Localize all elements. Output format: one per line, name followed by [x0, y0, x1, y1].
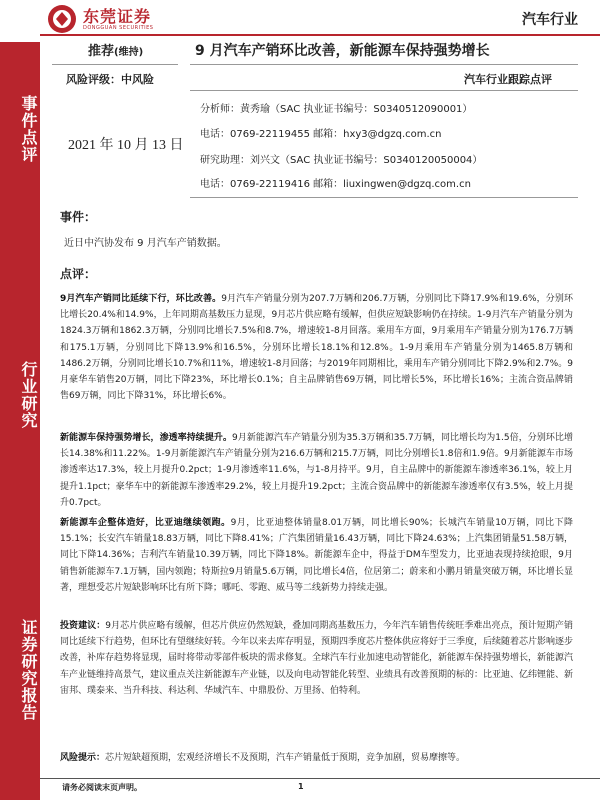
sidebar-label-industry-research: 行业研究 [19, 361, 38, 429]
event-text: 近日中汽协发布 9 月汽车产销数据。 [64, 238, 227, 249]
footer-disclaimer: 请务必阅读末页声明。 [62, 783, 142, 792]
paragraph-body: 9月芯片供应略有缓解，但芯片供应仍然短缺，叠加同期高基数压力，今年汽车销售传统旺季难出亮点，预计短期产销同比延续下行趋势，但环比有望继续好转。今年以来去库存明显，预期四季度芯片整体供应将好于三季度，后续随着芯片影响逐步改善，补库存趋势将显现，届时将带动零部件板块的需求修复。全球汽车行业加速电动智能化，新能源车保持强势增长，新能源汽车产业链维持高景气，建议重点关注新能源车产业链，以及向电动智能化转型、业绩具有改善预期的标的：比亚迪、亿纬锂能、新宙邦、璞泰来、当升科技、科达利、华域汽车、中鼎股份、万里扬、伯特利。 [60, 621, 574, 696]
rating [88, 40, 143, 59]
footer-divider [40, 778, 600, 779]
paragraph-automakers [60, 515, 573, 596]
headline-divider [190, 64, 578, 65]
company-logo [46, 3, 206, 37]
industry-label: 汽车行业 [522, 12, 578, 28]
analyst-divider [190, 197, 578, 198]
header-divider [40, 34, 600, 36]
rating-note: (维持) [114, 47, 144, 58]
logo-english-name: DONGGUAN SECURITIES [83, 25, 154, 31]
event-heading: 事件： [60, 210, 97, 224]
paragraph-risk-warning [60, 750, 573, 766]
paragraph-lead: 风险提示： [60, 753, 106, 763]
analyst-2-name: 研究助理：刘兴文（SAC 执业证书编号：S0340120050004） [200, 155, 483, 166]
page-number: 1 [298, 782, 304, 791]
paragraph-nev-growth [60, 430, 573, 511]
rating-value: 推荐 [88, 44, 115, 59]
analyst-1-contact: 电话：0769-22119455 邮箱：hxy3@dgzq.com.cn [200, 129, 442, 140]
logo-name: 东莞证券 [83, 7, 152, 26]
paragraph-sales-overview [60, 291, 573, 404]
analyst-1-name: 分析师：黄秀瑜（SAC 执业证书编号：S0340512090001） [200, 104, 473, 115]
paragraph-body: 9月汽车产销量分别为207.7万辆和206.7万辆，分别同比下降17.9%和19.6%，分别环比增长20.4%和14.9%，上年同期高基数压力显现，9月芯片供应略有缓解，但供应短缺影响仍在持续。1-9月汽车产销量分别为1824.3万辆和1862.3万辆，分别同比增长7.5%和8.7%，增速较1-8月回落。乘用车方面，9月乘用车产销量分别为176.7万辆和175.1万辆，分别同比下降13.9%和16.5%，分别环比增长18.1%和12.8%。1-9月乘用车产销量分别为1465.8万辆和1486.2万辆，分别同比增长10.7%和11%，增速较1-8月回落；与2019年同期相比，乘用车产销分别同比下降2.9%和2.7%。9月豪华车销售20万辆，同比下降23%，环比增长0.1%；自主品牌销售69万辆，同比增长5%，环比增长16%；主流合资品牌销售69万辆，同比下降31%，环比增长6%。 [60, 294, 573, 402]
paragraph-body: 9月，比亚迪整体销量8.01万辆，同比增长90%；长城汽车销量10万辆，同比下降15.1%；长安汽车销量18.83万辆，同比下降8.41%；广汽集团销量16.43万辆，同比下降24.63%；上汽集团销量51.58万辆，同比下降14.36%；吉利汽车销量10.39万辆，同比下降18%。新能源车企中，得益于DM车型发力，比亚迪表现持续抢眼，9月销售新能源车7.1万辆，国内领跑；特斯拉9月销量5.6万辆，同比增长4倍，位居第二；蔚来和小鹏月销量突破万辆，环比增长显著，理想受芯片短缺影响环比有所下降；哪吒、零跑、威马等二线新势力持续走强。 [60, 518, 573, 593]
paragraph-body: 9月新能源汽车产销量分别为35.3万辆和35.7万辆，同比增长均为1.5倍，分别环比增长14.38%和11.22%。1-9月新能源汽车产销量分别为216.6万辆和215.7万辆，同比分别增长1.8倍和1.9倍。9月新能源车市场渗透率达17.3%，较上月提升0.2pct；1-9月渗透率11.6%，与1-8月持平。9月，自主品牌中的新能源车渗透率36.1%，较上月提升1.1pct；豪华车中的新能源车渗透率29.2%，较上月提升19.2pct；主流合资品牌中的新能源车渗透率仅有3.5%，较上月提升0.7pct。 [60, 433, 573, 508]
report-date: 2021 年 10 月 13 日 [68, 138, 184, 153]
paragraph-lead: 新能源车企整体造好，比亚迪继续领跑。 [60, 518, 231, 528]
analyst-2-contact: 电话：0769-22119416 邮箱：liuxingwen@dgzq.com.cn [200, 179, 471, 190]
subtitle-divider [190, 90, 578, 91]
rating-divider [52, 64, 178, 65]
paragraph-lead: 投资建议： [60, 621, 106, 631]
report-subtitle: 汽车行业跟踪点评 [464, 73, 552, 86]
paragraph-investment-advice [60, 618, 573, 699]
sidebar-label-event-review: 事件点评 [19, 95, 38, 163]
risk-level: 风险评级：中风险 [66, 73, 154, 86]
paragraph-lead: 新能源车保持强势增长，渗透率持续提升。 [60, 433, 233, 443]
logo-emblem-icon [46, 3, 78, 35]
paragraph-lead: 9月汽车产销同比延续下行，环比改善。 [60, 294, 222, 304]
paragraph-body: 芯片短缺超预期，宏观经济增长不及预期，汽车产销量低于预期，竞争加剧，贸易摩擦等。 [105, 753, 466, 763]
comment-heading: 点评： [60, 267, 97, 281]
report-headline: 9 月汽车产销环比改善，新能源车保持强势增长 [195, 43, 490, 59]
sidebar-label-securities-research: 证券研究报告 [19, 619, 38, 721]
